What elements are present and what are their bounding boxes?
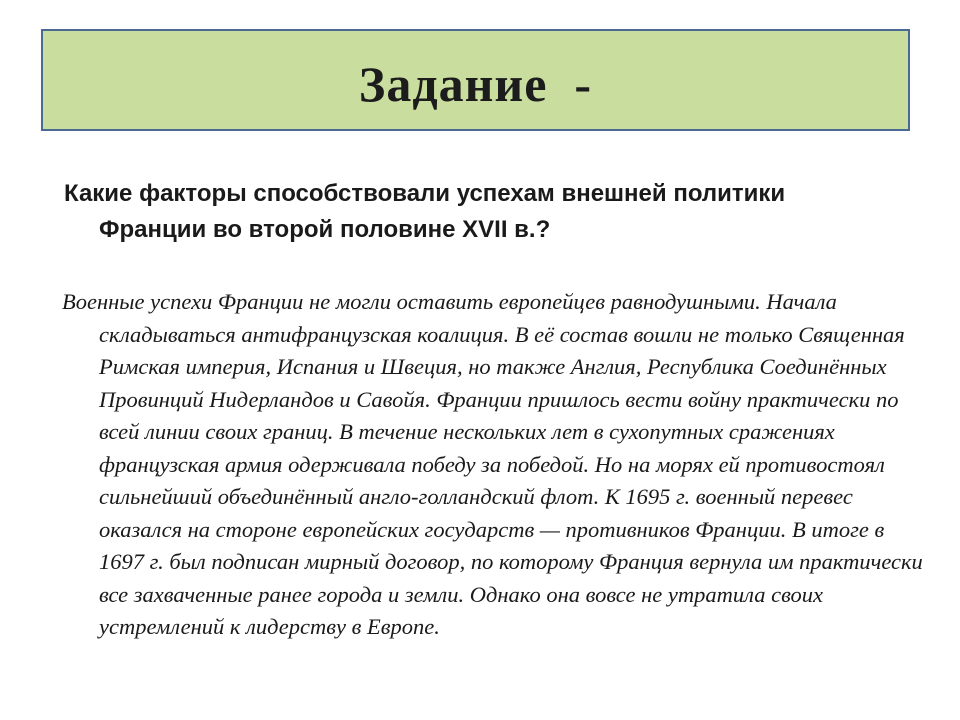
slide-title: Задание - [358, 56, 593, 112]
title-banner [41, 29, 910, 131]
answer-text: Военные успехи Франции не могли оставить европейцев равнодушными. Начала складываться антифранцузская коалиция. В её состав вошли не только Священная Римская империя, Испания и Швеция, но также Англия, Республика Соединённых Провинций Нидерландов и Савойя. Франции пришлось вести войну практически по всей линии своих границ. В течение нескольких лет в сухопутных сражениях французская армия одерживала победу за победой. Но на морях ей противостоял сильнейший объединённый англо-голландский флот. К 1695 г. военный перевес оказался на стороне европейских государств — противников Франции. В итоге в 1697 г. был подписан мирный договор, по которому Франция вернула им практически все захваченные ранее города и земли. Однако она вовсе не утратила своих устремлений к лидерству в Европе. [62, 289, 923, 639]
question-text: Какие факторы способствовали успехам внешней политики Франции во второй половине XVII в.? [64, 180, 786, 243]
